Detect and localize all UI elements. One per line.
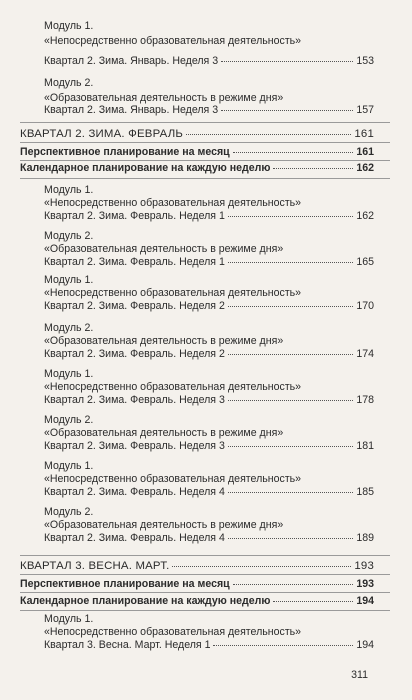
leader-dots — [228, 353, 353, 355]
section-rule — [20, 592, 390, 593]
section-rule — [20, 610, 390, 611]
entry-text: Квартал 2. Зима. Февраль. Неделя 2 — [44, 300, 225, 312]
toc-entry[interactable] — [44, 486, 374, 499]
leader-dots — [213, 644, 353, 646]
module-label: Модуль 1. — [44, 613, 94, 625]
entry-text: Квартал 2. Зима. Февраль. Неделя 1 — [44, 256, 225, 268]
toc-entry[interactable] — [44, 394, 374, 407]
module-title: «Образовательная деятельность в режиме дня» — [44, 335, 284, 347]
leader-dots — [228, 445, 353, 447]
module-title: «Непосредственно образовательная деятельность» — [44, 287, 302, 299]
section-rule — [20, 555, 390, 556]
page-ref: 194 — [356, 639, 374, 651]
leader-dots — [273, 600, 353, 602]
module-title: «Образовательная деятельность в режиме дня» — [44, 519, 284, 531]
module-label: Модуль 1. — [44, 460, 94, 472]
page-ref: 165 — [356, 256, 374, 268]
leader-dots — [172, 565, 351, 567]
subsection-entry[interactable] — [20, 162, 374, 175]
module-label: Модуль 1. — [44, 274, 94, 286]
leader-dots — [228, 399, 353, 401]
module-label: Модуль 1. — [44, 184, 94, 196]
section-rule — [20, 574, 390, 575]
page-ref: 178 — [356, 394, 374, 406]
page-ref: 162 — [356, 162, 374, 174]
leader-dots — [221, 60, 353, 62]
module-title: «Непосредственно образовательная деятельность» — [44, 197, 302, 209]
module-label: Модуль 2. — [44, 506, 94, 518]
page-ref: 189 — [356, 532, 374, 544]
toc-entry[interactable] — [44, 440, 374, 453]
module-label: Модуль 2. — [44, 414, 94, 426]
section-rule — [20, 178, 390, 179]
section-rule — [20, 160, 390, 161]
page-ref: 194 — [356, 595, 374, 607]
module-label: Модуль 2. — [44, 322, 94, 334]
subsection-title: Календарное планирование на каждую неделю — [20, 595, 271, 607]
module-title: «Непосредственно образовательная деятельность» — [44, 473, 302, 485]
subsection-entry[interactable] — [20, 595, 374, 608]
toc-entry[interactable] — [44, 639, 374, 652]
quarter-heading[interactable] — [20, 560, 374, 573]
page-ref: 185 — [356, 486, 374, 498]
page-ref: 193 — [356, 578, 374, 590]
module-label: Модуль 2. — [44, 77, 94, 89]
toc-entry[interactable] — [44, 104, 374, 117]
leader-dots — [273, 167, 353, 169]
module-title: «Образовательная деятельность в режиме дня» — [44, 427, 284, 439]
page-ref: 153 — [356, 55, 374, 67]
page-ref: 157 — [356, 104, 374, 116]
toc-entry[interactable] — [44, 210, 374, 223]
quarter-heading[interactable] — [20, 128, 374, 141]
subsection-entry[interactable] — [20, 578, 374, 591]
entry-text: Квартал 2. Зима. Январь. Неделя 3 — [44, 55, 219, 67]
page-ref: 174 — [356, 348, 374, 360]
leader-dots — [228, 215, 353, 217]
toc-entry[interactable] — [44, 55, 374, 68]
quarter-title: КВАРТАЛ 2. ЗИМА. ФЕВРАЛЬ — [20, 128, 184, 140]
module-title: «Непосредственно образовательная деятельность» — [44, 381, 302, 393]
leader-dots — [233, 583, 353, 585]
module-title: «Образовательная деятельность в режиме дня» — [44, 92, 284, 104]
page-ref: 161 — [354, 128, 374, 140]
page-ref: 170 — [356, 300, 374, 312]
subsection-title: Календарное планирование на каждую неделю — [20, 162, 271, 174]
leader-dots — [221, 109, 353, 111]
quarter-title: КВАРТАЛ 3. ВЕСНА. МАРТ. — [20, 560, 170, 572]
module-label: Модуль 1. — [44, 20, 94, 32]
leader-dots — [228, 537, 353, 539]
entry-text: Квартал 2. Зима. Январь. Неделя 3 — [44, 104, 219, 116]
entry-text: Квартал 2. Зима. Февраль. Неделя 3 — [44, 440, 225, 452]
page-ref: 181 — [356, 440, 374, 452]
module-title: «Непосредственно образовательная деятельность» — [44, 35, 302, 47]
leader-dots — [228, 491, 353, 493]
page-ref: 161 — [356, 146, 374, 158]
module-label: Модуль 2. — [44, 230, 94, 242]
leader-dots — [228, 261, 353, 263]
entry-text: Квартал 3. Весна. Март. Неделя 1 — [44, 639, 211, 651]
toc-entry[interactable] — [44, 256, 374, 269]
subsection-title: Перспективное планирование на месяц — [20, 146, 230, 158]
leader-dots — [228, 305, 353, 307]
entry-text: Квартал 2. Зима. Февраль. Неделя 2 — [44, 348, 225, 360]
entry-text: Квартал 2. Зима. Февраль. Неделя 1 — [44, 210, 225, 222]
module-label: Модуль 1. — [44, 368, 94, 380]
entry-text: Квартал 2. Зима. Февраль. Неделя 4 — [44, 532, 225, 544]
page-ref: 162 — [356, 210, 374, 222]
subsection-title: Перспективное планирование на месяц — [20, 578, 230, 590]
section-rule — [20, 122, 390, 123]
toc-entry[interactable] — [44, 532, 374, 545]
leader-dots — [233, 151, 353, 153]
module-title: «Непосредственно образовательная деятельность» — [44, 626, 302, 638]
subsection-entry[interactable] — [20, 146, 374, 159]
toc-entry[interactable] — [44, 300, 374, 313]
page-number: 311 — [351, 669, 368, 681]
module-title: «Образовательная деятельность в режиме дня» — [44, 243, 284, 255]
section-rule — [20, 142, 390, 143]
entry-text: Квартал 2. Зима. Февраль. Неделя 4 — [44, 486, 225, 498]
leader-dots — [186, 133, 351, 135]
entry-text: Квартал 2. Зима. Февраль. Неделя 3 — [44, 394, 225, 406]
page-ref: 193 — [354, 560, 374, 572]
toc-entry[interactable] — [44, 348, 374, 361]
